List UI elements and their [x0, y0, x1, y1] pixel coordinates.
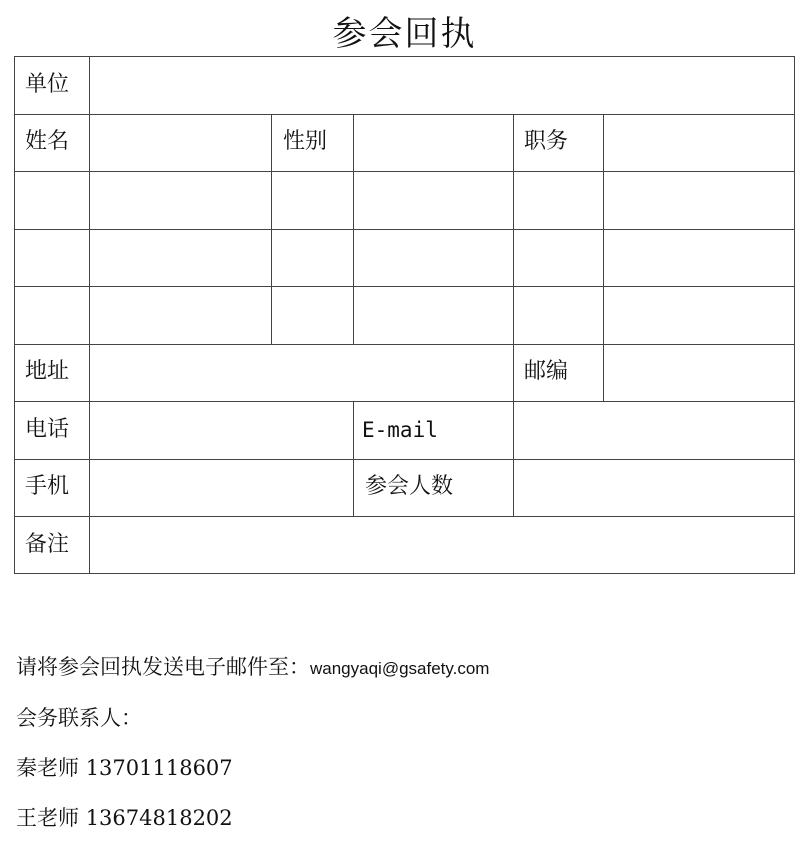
phone-label: 电话	[25, 417, 70, 442]
attendee-row-3-gender-label[interactable]	[271, 286, 353, 344]
name-label: 姓名	[25, 129, 70, 154]
attendee-row-3-position[interactable]	[603, 286, 795, 344]
attendee-row-1-name[interactable]	[89, 171, 271, 229]
attendee-row-1-position-label[interactable]	[513, 171, 603, 229]
attendee-row-3-position-label[interactable]	[513, 286, 603, 344]
attendee-row-3-label[interactable]	[14, 286, 89, 344]
attendee-row-2-position[interactable]	[603, 229, 795, 286]
position-field[interactable]	[603, 114, 795, 171]
attendee-row-1-gender-label[interactable]	[271, 171, 353, 229]
attendee-row-3-gender[interactable]	[353, 286, 513, 344]
address-label: 地址	[25, 359, 70, 384]
email-field[interactable]	[513, 401, 795, 459]
registration-form-table	[14, 56, 795, 574]
attendee-row-1-position[interactable]	[603, 171, 795, 229]
attendees-label: 参会人数	[365, 474, 454, 499]
postcode-field[interactable]	[603, 344, 795, 401]
contact-email-link[interactable]: wangyaqi@gsafety.com	[310, 659, 490, 678]
unit-field[interactable]	[89, 56, 795, 114]
attendee-row-2-position-label[interactable]	[513, 229, 603, 286]
mobile-field[interactable]	[89, 459, 353, 516]
gender-label: 性别	[283, 129, 328, 154]
contact-1-phone: 13701118607	[85, 756, 233, 780]
unit-label: 单位	[25, 72, 70, 97]
postcode-label: 邮编	[524, 359, 569, 384]
contact-2-name: 王老师	[16, 806, 79, 830]
position-label: 职务	[524, 129, 569, 154]
send-instruction-text: 请将参会回执发送电子邮件至：	[16, 655, 310, 679]
address-field[interactable]	[89, 344, 513, 401]
phone-field[interactable]	[89, 401, 353, 459]
attendee-row-2-gender[interactable]	[353, 229, 513, 286]
attendee-row-2-name[interactable]	[89, 229, 271, 286]
attendee-row-1-gender[interactable]	[353, 171, 513, 229]
remarks-field[interactable]	[89, 516, 795, 574]
attendee-row-3-name[interactable]	[89, 286, 271, 344]
name-field[interactable]	[89, 114, 271, 171]
attendee-row-2-gender-label[interactable]	[271, 229, 353, 286]
gender-field[interactable]	[353, 114, 513, 171]
contact-2-phone: 13674818202	[85, 806, 233, 830]
attendee-row-1-label[interactable]	[14, 171, 89, 229]
attendee-row-2-label[interactable]	[14, 229, 89, 286]
send-instruction	[16, 651, 489, 681]
contacts-heading: 会务联系人：	[16, 706, 142, 730]
email-label: E-mail	[362, 418, 438, 442]
mobile-label: 手机	[25, 474, 70, 499]
attendee-count-field[interactable]	[513, 459, 795, 516]
contact-line-1	[16, 752, 233, 782]
contact-line-2	[16, 802, 233, 832]
contact-1-name: 秦老师	[16, 756, 79, 780]
remarks-label: 备注	[25, 532, 70, 557]
form-title: 参会回执	[332, 14, 477, 54]
